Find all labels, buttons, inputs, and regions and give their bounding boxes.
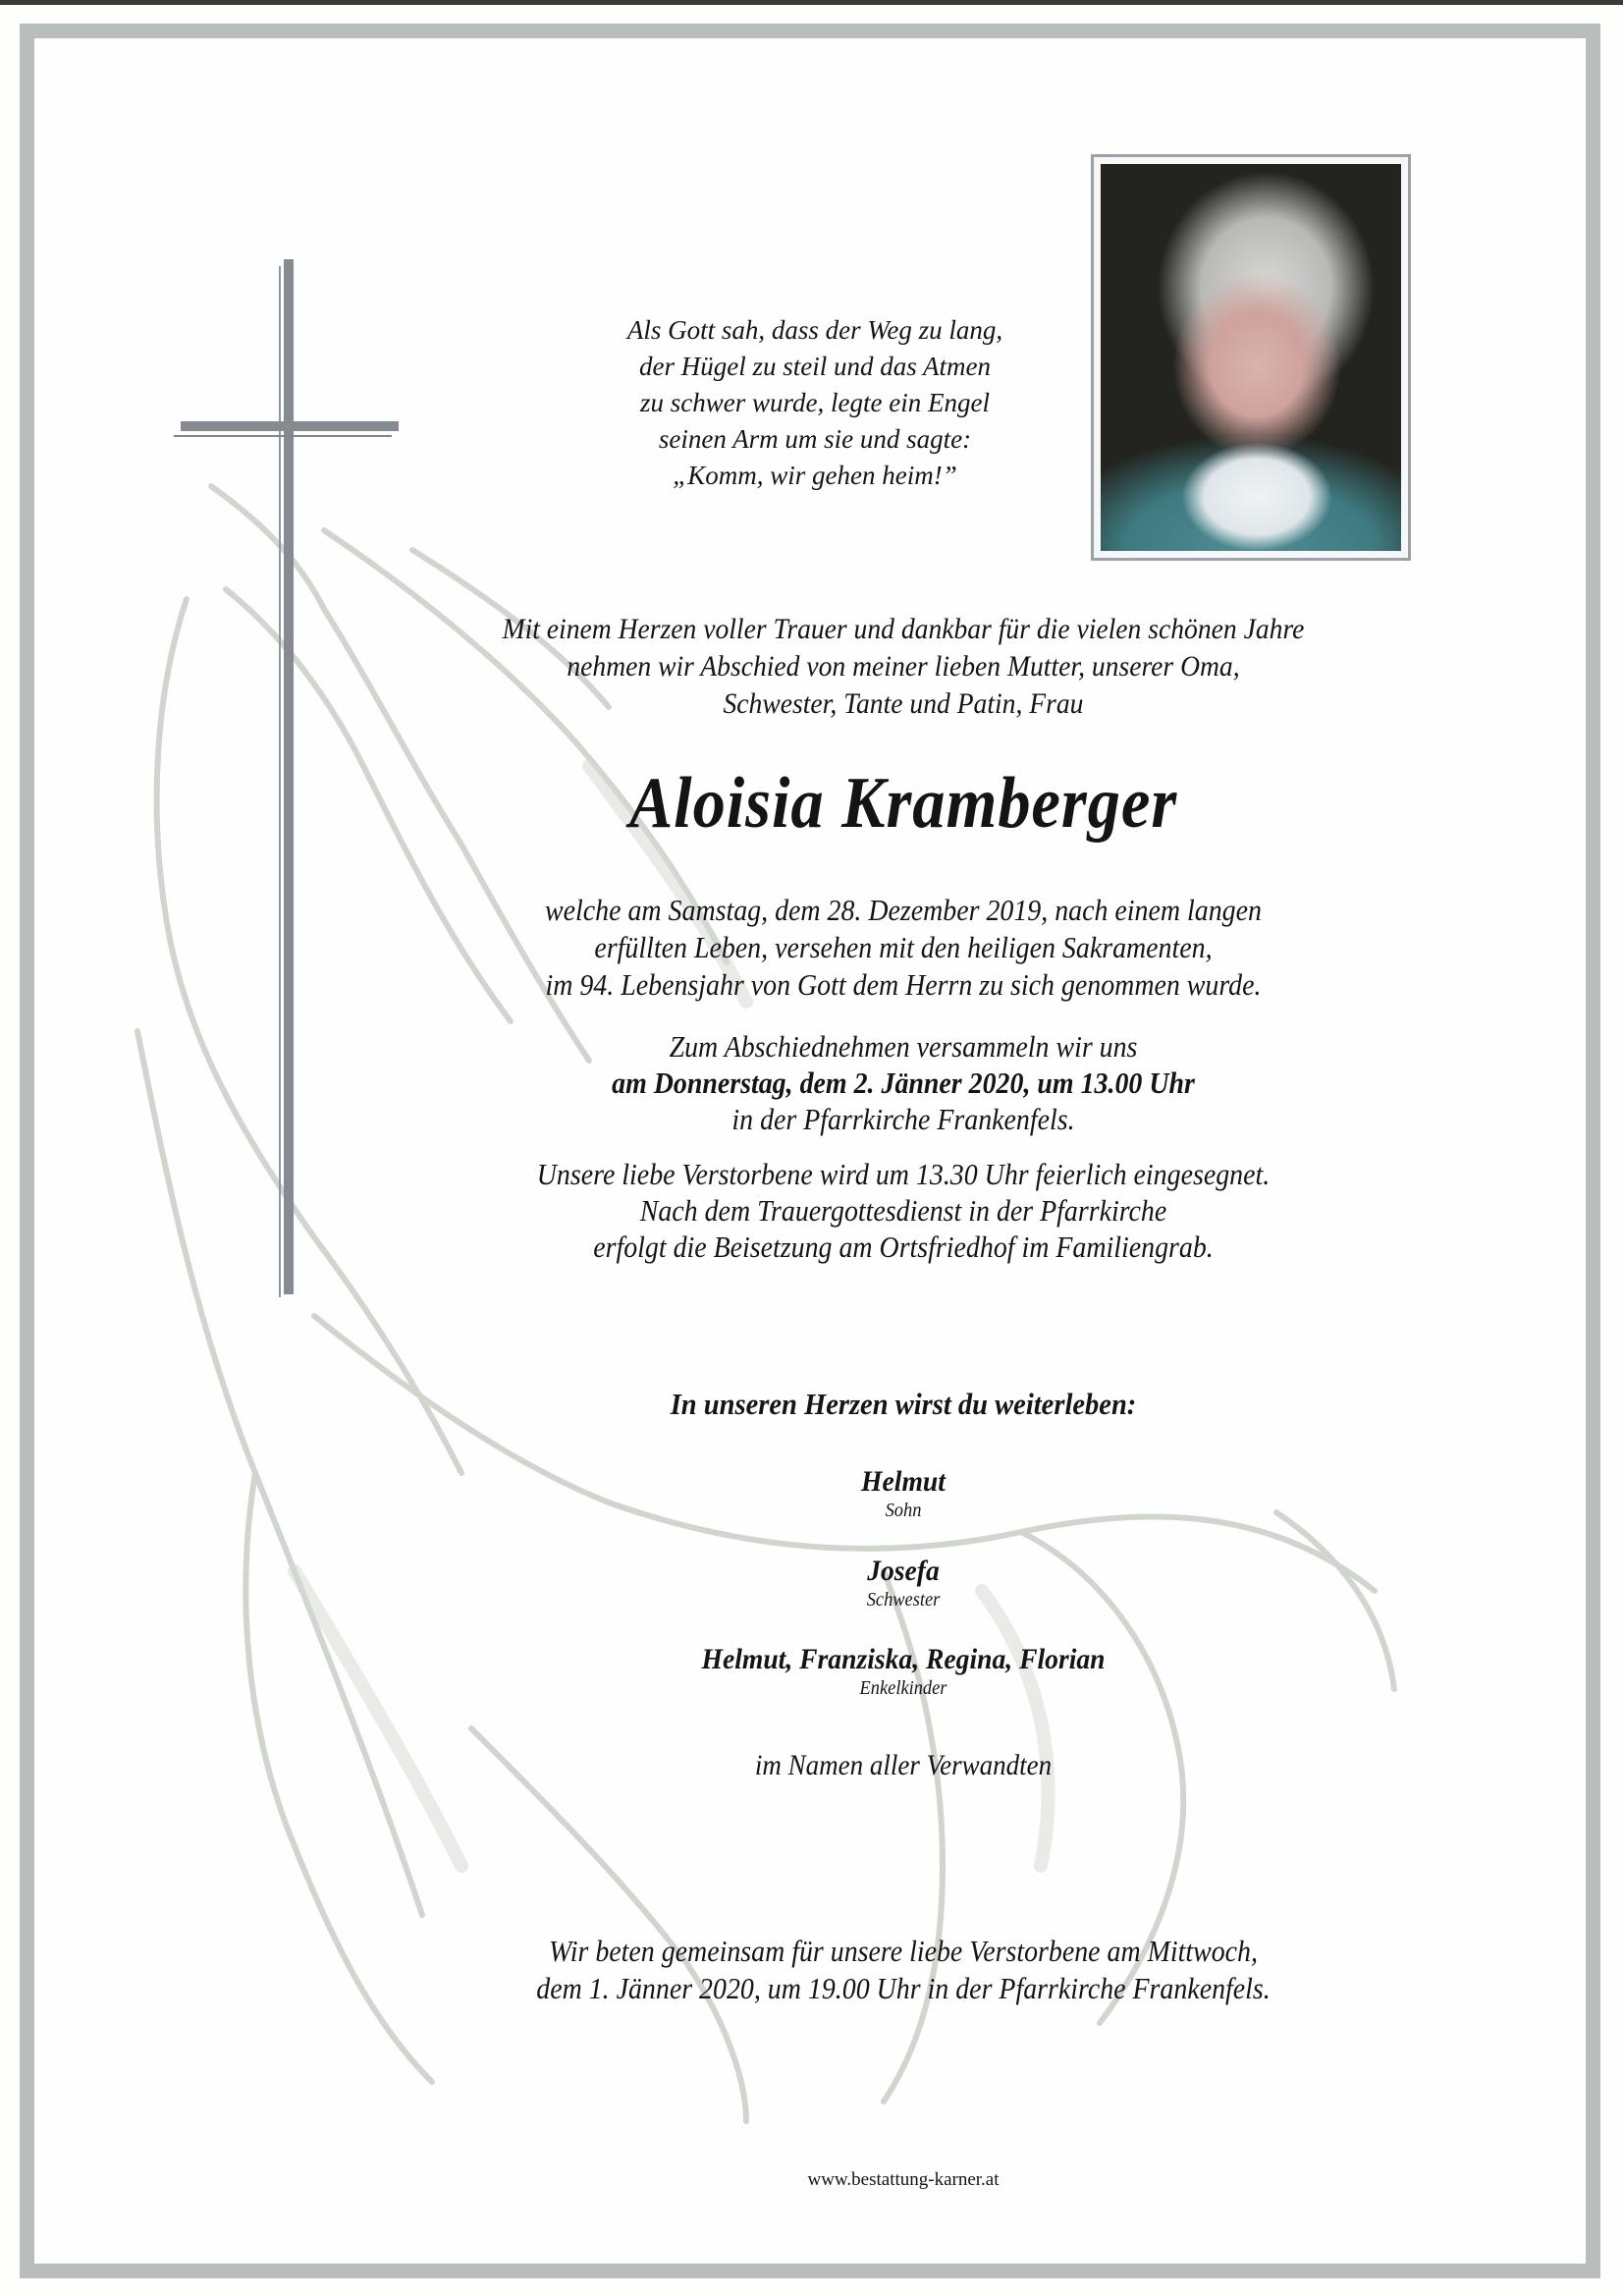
death-notice-line: erfüllten Leben, versehen mit den heiligen Sakramenten,: [594, 930, 1213, 964]
intro-line: Schwester, Tante und Patin, Frau: [723, 687, 1084, 720]
portrait-frame: [1091, 154, 1411, 561]
poem-line: zu schwer wurde, legte ein Engel: [640, 388, 990, 417]
blessing-line: Nach dem Trauergottesdienst in der Pfarrkirche: [639, 1193, 1167, 1228]
death-notice-line: welche am Samstag, dem 28. Dezember 2019, nach einem langen: [545, 893, 1262, 927]
relative-role: Enkelkinder: [859, 1677, 947, 1699]
intro-line: nehmen wir Abschied von meiner lieben Mutter, unserer Oma,: [567, 650, 1240, 683]
blessing-line: Unsere liebe Verstorbene wird um 13.30 Uhr feierlich eingesegnet.: [536, 1157, 1271, 1191]
intro-line: Mit einem Herzen voller Trauer und dankbar für die vielen schönen Jahre: [502, 613, 1305, 645]
farewell-info: [426, 1028, 1380, 1137]
relative-role: Sohn: [885, 1500, 922, 1521]
relative-name: Helmut: [861, 1465, 946, 1498]
relative-role: Schwester: [866, 1589, 941, 1611]
relative-name: Helmut, Franziska, Regina, Florian: [701, 1643, 1106, 1675]
memorial-poem: [550, 312, 1080, 494]
blessing-line: erfolgt die Beisetzung am Ortsfriedhof im Familiengrab.: [593, 1230, 1214, 1264]
prayer-line: dem 1. Jänner 2020, um 19.00 Uhr in der Pfarrkirche Frankenfels.: [536, 1971, 1271, 2005]
farewell-date-time: am Donnerstag, dem 2. Jänner 2020, um 13.00 Uhr: [612, 1066, 1195, 1100]
funeral-home-website-link[interactable]: www.bestattung-karner.at: [807, 2169, 1000, 2190]
mourners-heading: In unseren Herzen wirst du weiterleben:: [670, 1387, 1137, 1421]
prayer-info: [426, 1933, 1380, 2007]
farewell-location: in der Pfarrkirche Frankenfels.: [731, 1102, 1075, 1136]
mourners-closing: im Namen aller Verwandten: [754, 1749, 1053, 1781]
deceased-name: Aloisia Kramberger: [628, 763, 1178, 844]
cross-horizontal-beam: [181, 421, 399, 431]
relative-entry: [491, 1465, 1316, 1522]
portrait-photo-icon: [1101, 164, 1401, 551]
relative-name: Josefa: [867, 1555, 940, 1587]
cross-vertical-beam: [284, 259, 294, 1294]
poem-line: „Komm, wir gehen heim!”: [673, 461, 957, 490]
poem-line: der Hügel zu steil und das Atmen: [639, 352, 991, 381]
farewell-line: Zum Abschiednehmen versammeln wir uns: [669, 1029, 1138, 1064]
cross-horizontal-line: [174, 435, 392, 437]
relative-entry: [491, 1555, 1316, 1612]
relative-entry: [491, 1643, 1316, 1700]
poem-line: Als Gott sah, dass der Weg zu lang,: [626, 315, 1003, 345]
death-notice-line: im 94. Lebensjahr von Gott dem Herrn zu sich genommen wurde.: [545, 967, 1262, 1002]
poem-line: seinen Arm um sie und sagte:: [658, 424, 972, 454]
blessing-info: [426, 1156, 1380, 1265]
scan-edge: [0, 0, 1623, 5]
prayer-line: Wir beten gemeinsam für unsere liebe Verstorbene am Mittwoch,: [549, 1934, 1258, 1968]
intro-paragraph: [415, 611, 1391, 723]
death-notice: [426, 892, 1380, 1004]
